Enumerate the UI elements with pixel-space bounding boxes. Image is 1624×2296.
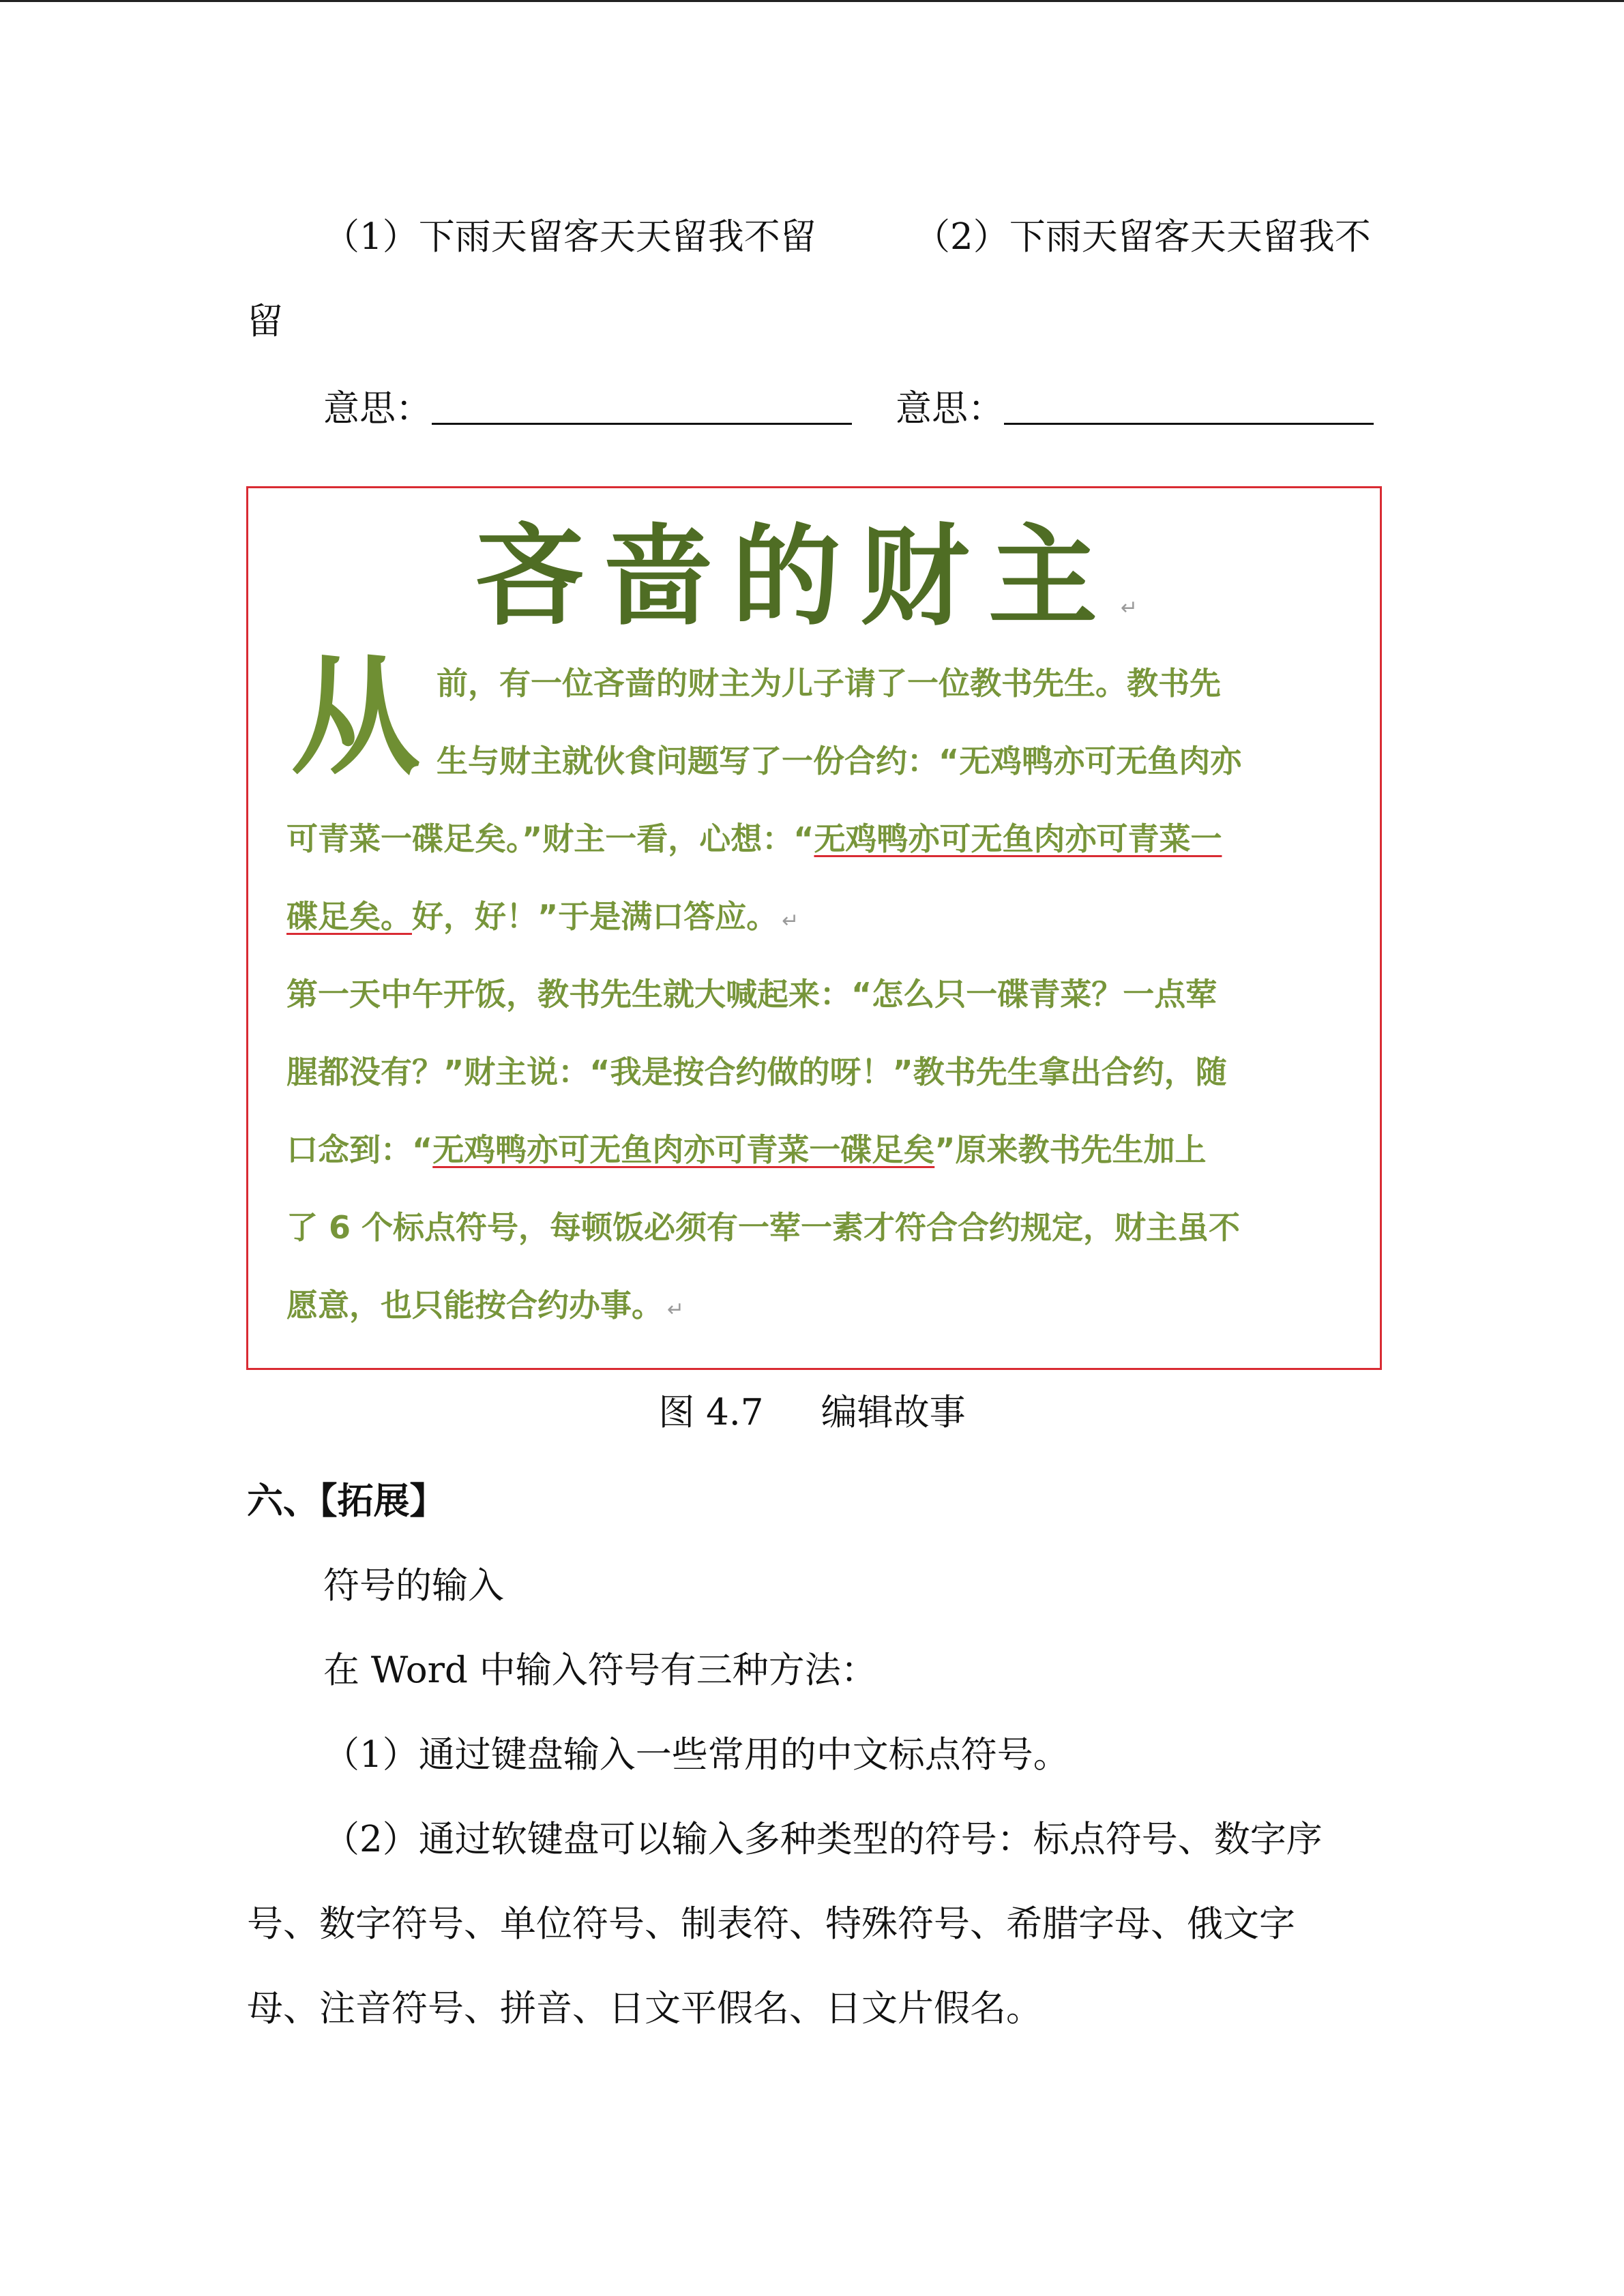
story-line-9 (286, 1285, 684, 1330)
section-subheading: 符号的输入 (323, 1565, 504, 1607)
exercise-item-2: （2）下雨天留客天天留我不 (914, 216, 1371, 258)
paragraph-mark-icon: ↵ (1120, 596, 1157, 620)
section-heading: 六、【拓展】 (247, 1480, 446, 1522)
story-title-text: 吝啬的财主 (475, 513, 1117, 640)
story-line-4b: 好，好！”于是满口答应。 (412, 898, 778, 935)
method-2-line-3: 母、注音符号、拼音、日文平假名、日文片假名。 (247, 1988, 1042, 2029)
story-line-5: 第一天中午开饭，教书先生就大喊起来：“怎么只一碟青菜？一点荤 (286, 976, 1217, 1013)
story-line-4-underlined: 碟足矣。 (286, 898, 412, 935)
answer-blank-1[interactable] (432, 387, 852, 425)
story-line-6: 腥都没有？”财主说：“我是按合约做的呀！”教书先生拿出合约，随 (286, 1054, 1227, 1090)
story-line-7c: ”原来教书先生加上 (934, 1131, 1207, 1168)
paragraph-mark-icon: ↵ (667, 1298, 685, 1322)
story-line-2: 生与财主就伙食问题写了一份合约：“无鸡鸭亦可无鱼肉亦 (437, 743, 1242, 779)
drop-cap: 从 (291, 642, 421, 792)
story-line-9-text: 愿意，也只能按合约办事。 (286, 1287, 663, 1324)
story-line-3 (286, 818, 1222, 859)
meaning-row-2 (896, 387, 1374, 431)
paragraph-mark-icon: ↵ (782, 909, 799, 933)
story-line-7 (286, 1129, 1206, 1170)
answer-blank-2[interactable] (1004, 387, 1374, 425)
story-figure-box (246, 486, 1382, 1370)
page-top-border (0, 0, 1624, 2)
meaning-label-1: 意思： (323, 388, 432, 430)
exercise-item-2-wrap: 留 (247, 301, 283, 342)
story-line-8: 了 6 个标点符号，每顿饭必须有一荤一素才符合合约规定，财主虽不 (286, 1209, 1241, 1246)
story-line-4 (286, 896, 799, 942)
section-intro: 在 Word 中输入符号有三种方法： (323, 1650, 877, 1691)
story-line-7-underlined: 无鸡鸭亦可无鱼肉亦可青菜一碟足矣 (432, 1131, 935, 1168)
meaning-row-1 (323, 387, 852, 431)
figure-caption: 图 4.7 编辑故事 (658, 1392, 966, 1433)
story-line-1: 前，有一位吝啬的财主为儿子请了一位教书先生。教书先 (437, 665, 1221, 702)
method-2-line-1: （2）通过软键盘可以输入多种类型的符号：标点符号、数字序 (323, 1819, 1323, 1860)
method-2-line-2: 号、数字符号、单位符号、制表符、特殊符号、希腊字母、俄文字 (247, 1903, 1295, 1945)
meaning-label-2: 意思： (896, 388, 1004, 430)
story-line-7a: 口念到：“ (286, 1131, 433, 1168)
story-line-3-underlined: 无鸡鸭亦可无鱼肉亦可青菜一 (814, 820, 1222, 857)
method-1: （1）通过键盘输入一些常用的中文标点符号。 (323, 1734, 1069, 1776)
exercise-item-1: （1）下雨天留客天天留我不留 (323, 216, 816, 258)
story-line-3a: 可青菜一碟足矣。”财主一看，心想：“ (286, 820, 814, 857)
